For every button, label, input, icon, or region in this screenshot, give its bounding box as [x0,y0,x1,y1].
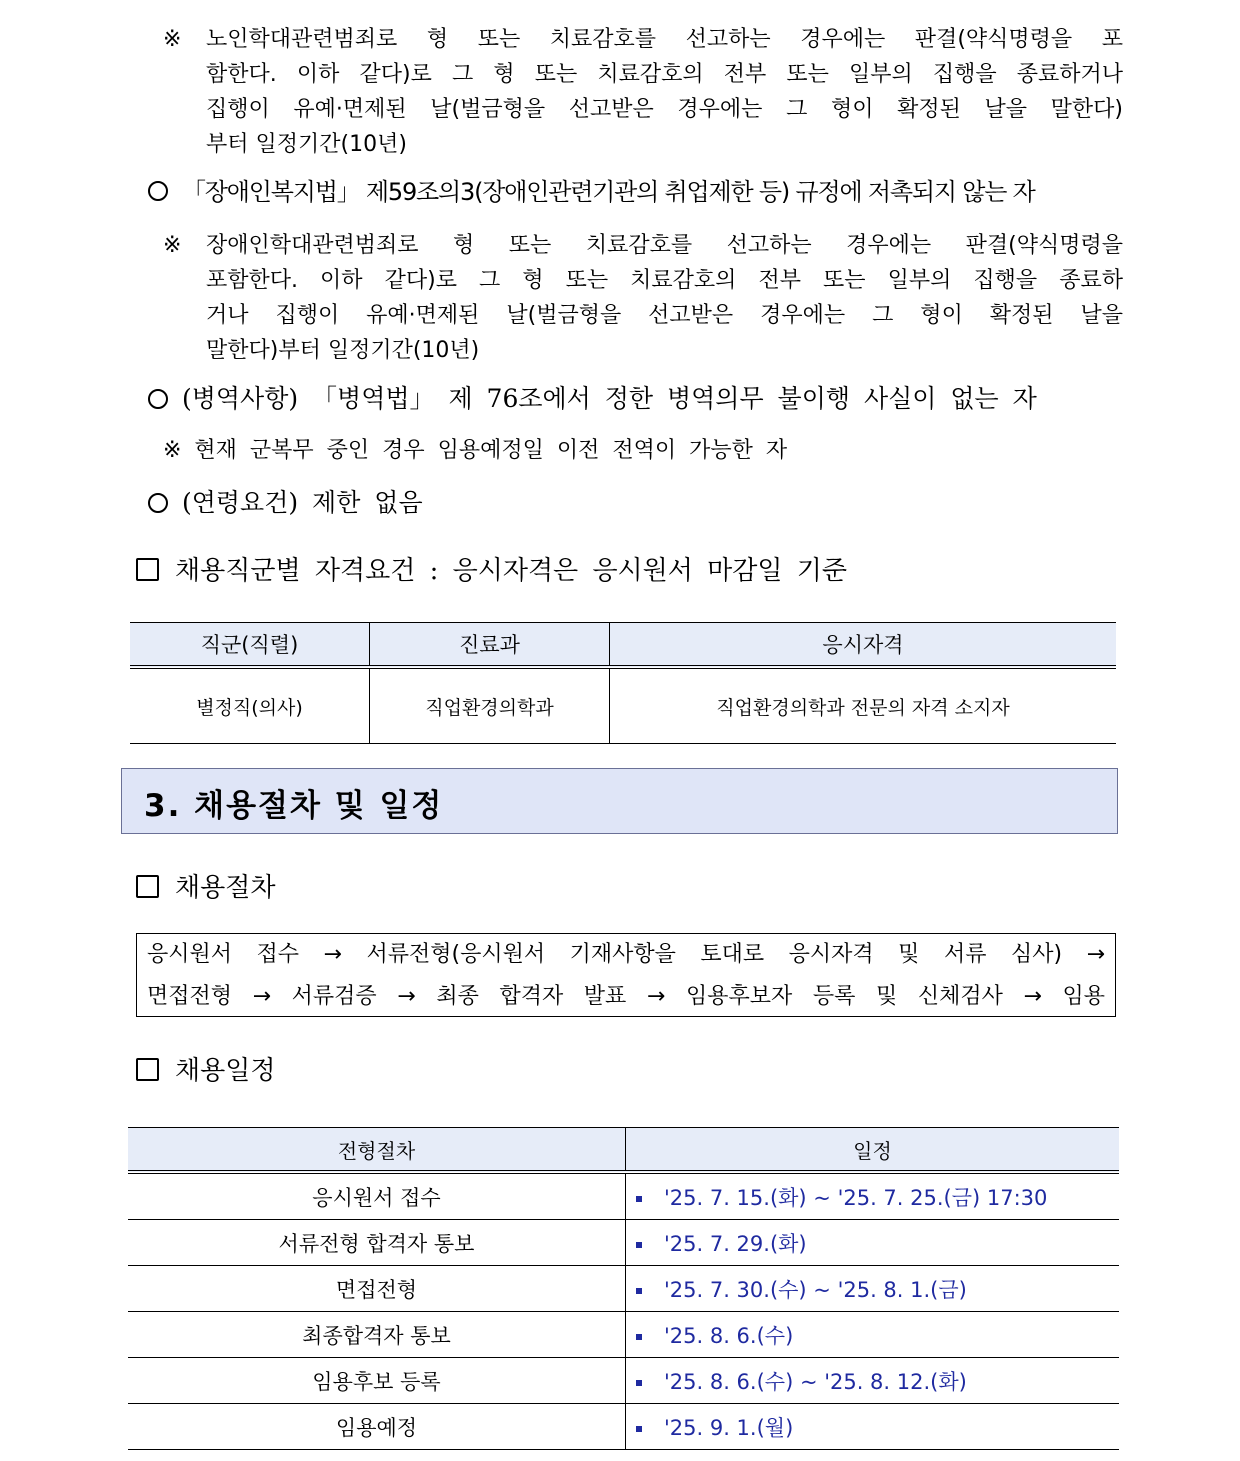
note-line: 거나 집행이 유예·면제된 날(벌금형을 선고받은 경우에는 그 형이 확정된 날을 [206,303,1123,328]
square-bullet-icon [636,1242,642,1248]
schedule-date: '25. 7. 29.(화) [664,1231,807,1256]
requirement-text: 「장애인복지법」 제59조의3(장애인관련기관의 취업제한 등) 규정에 저촉되지 않는 자 [182,178,1035,206]
requirement-disability-welfare [148,174,1123,210]
schedule-date: '25. 8. 6.(수) [664,1323,794,1348]
note-line: 노인학대관련범죄로 형 또는 치료감호를 선고하는 경우에는 판결(약식명령을 포 [206,27,1123,52]
schedule-step: 임용후보 등록 [128,1358,626,1404]
heading-text: 채용절차 [175,873,276,903]
schedule-date-cell [626,1266,1120,1312]
column-header: 일정 [626,1128,1120,1173]
schedule-table [128,1127,1119,1450]
procedure-line: 면접전형 → 서류검증 → 최종 합격자 발표 → 임용후보자 등록 및 신체검사 → 임용 [147,984,1105,1009]
heading-text: 채용직군별 자격요건 : 응시자격은 응시원서 마감일 기준 [175,556,848,586]
schedule-date-cell [626,1220,1120,1266]
schedule-date: '25. 9. 1.(월) [664,1415,794,1440]
requirement-text: (병역사항) 「병역법」 제 76조에서 정한 병역의무 불이행 사실이 없는 자 [182,384,1037,413]
table-row [128,1266,1119,1312]
schedule-step: 임용예정 [128,1404,626,1450]
table-cell: 별정직(의사) [130,667,370,744]
note-line: 장애인학대관련범죄로 형 또는 치료감호를 선고하는 경우에는 판결(약식명령을 [206,233,1123,258]
note-text: ※ 현재 군복무 중인 경우 임용예정일 이전 전역이 가능한 자 [163,438,788,463]
square-bullet-icon [636,1196,642,1202]
procedure-box [136,933,1116,1017]
circle-bullet-icon [148,181,168,201]
note-line: 집행이 유예·면제된 날(벌금형을 선고받은 경우에는 그 형이 확정된 날을 말한다) [206,97,1123,122]
qualification-heading [136,551,847,591]
requirement-text: (연령요건) 제한 없음 [182,488,423,517]
requirement-military [148,381,1123,417]
procedure-heading [136,868,275,908]
schedule-date-cell [626,1172,1120,1220]
section-title: 3. 채용절차 및 일정 [144,788,444,824]
schedule-step: 응시원서 접수 [128,1172,626,1220]
table-header-row [128,1128,1119,1173]
column-header: 전형절차 [128,1128,626,1173]
schedule-step: 최종합격자 통보 [128,1312,626,1358]
note-line: 포함한다. 이하 같다)로 그 형 또는 치료감호의 전부 또는 일부의 집행을 종료하 [206,268,1123,293]
table-row [128,1358,1119,1404]
circle-bullet-icon [148,389,168,409]
schedule-step: 서류전형 합격자 통보 [128,1220,626,1266]
section-banner [121,768,1118,834]
table-row [128,1172,1119,1220]
table-row [128,1404,1119,1450]
checkbox-square-icon [136,558,159,581]
circle-bullet-icon [148,493,168,513]
note-line: 말한다)부터 일정기간(10년) [206,338,480,363]
square-bullet-icon [636,1426,642,1432]
schedule-step: 면접전형 [128,1266,626,1312]
table-header-row [130,623,1116,668]
checkbox-square-icon [136,1058,159,1081]
note-disability-abuse [163,228,1123,368]
column-header: 직군(직렬) [130,623,370,668]
square-bullet-icon [636,1288,642,1294]
schedule-date-cell [626,1358,1120,1404]
table-row [128,1312,1119,1358]
schedule-date: '25. 7. 30.(수) ~ '25. 8. 1.(금) [664,1277,967,1302]
schedule-heading [136,1051,275,1091]
note-mark: ※ [163,27,182,52]
column-header: 진료과 [370,623,610,668]
note-elder-abuse [163,22,1123,162]
schedule-date-cell [626,1312,1120,1358]
table-cell: 직업환경의학과 전문의 자격 소지자 [610,667,1117,744]
note-line: 함한다. 이하 같다)로 그 형 또는 치료감호의 전부 또는 일부의 집행을 종료하거나 [206,62,1123,87]
requirement-age [148,485,1123,521]
table-row [128,1220,1119,1266]
table-row [130,667,1116,744]
note-line: 부터 일정기간(10년) [206,132,407,157]
column-header: 응시자격 [610,623,1117,668]
note-military [163,433,1123,468]
procedure-line: 응시원서 접수 → 서류전형(응시원서 기재사항을 토대로 응시자격 및 서류 심사) → [147,942,1105,967]
table-cell: 직업환경의학과 [370,667,610,744]
qualification-table [130,622,1116,744]
square-bullet-icon [636,1334,642,1340]
schedule-date: '25. 7. 15.(화) ~ '25. 7. 25.(금) 17:30 [664,1185,1048,1210]
schedule-date: '25. 8. 6.(수) ~ '25. 8. 12.(화) [664,1369,967,1394]
checkbox-square-icon [136,875,159,898]
square-bullet-icon [636,1380,642,1386]
schedule-date-cell [626,1404,1120,1450]
heading-text: 채용일정 [175,1056,276,1086]
note-mark: ※ [163,233,182,258]
